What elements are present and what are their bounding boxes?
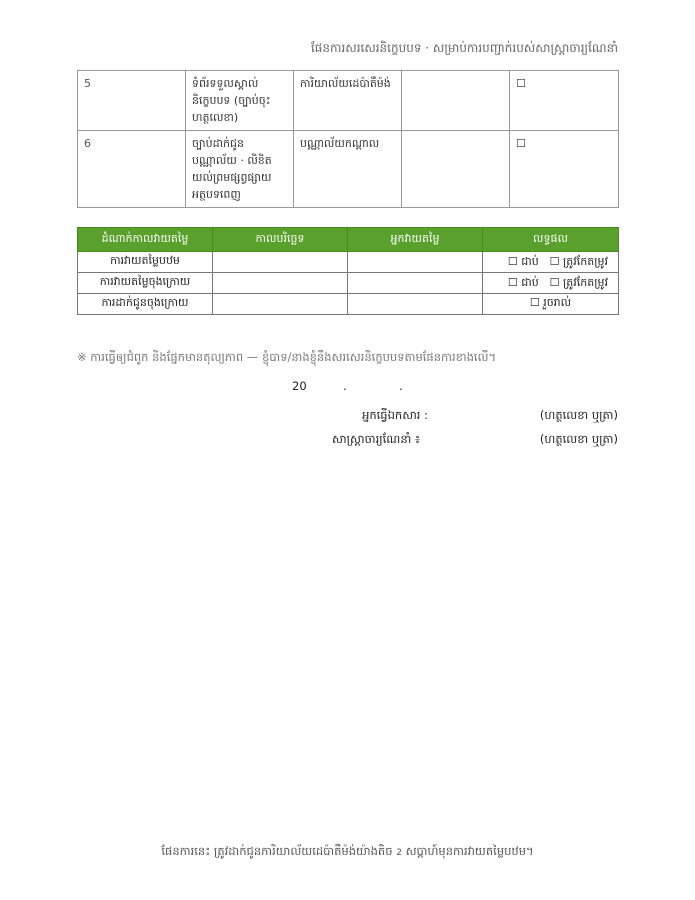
- table-row: [78, 131, 619, 208]
- row-date[interactable]: [402, 71, 510, 131]
- row-number: 6: [78, 131, 186, 208]
- review-date[interactable]: [213, 273, 348, 294]
- date-separator: .: [343, 379, 347, 393]
- column-header-stage: ដំណាក់កាលវាយតម្លៃ: [78, 228, 213, 252]
- row-place: ការិយាល័យដេប៉ាតឺម៉ង់: [294, 71, 402, 131]
- page-footer: [0, 844, 695, 861]
- review-result[interactable]: ☐ ជាប់ ☐ ត្រូវកែតម្រូវ: [483, 252, 619, 273]
- author-signature-label: អ្នកធ្វើឯកសារ :: [362, 408, 428, 422]
- table-row: [78, 294, 619, 315]
- row-number: 5: [78, 71, 186, 131]
- column-header-result: លទ្ធផល: [483, 228, 619, 252]
- review-table: [77, 227, 619, 315]
- row-date[interactable]: [402, 131, 510, 208]
- plan-table: [77, 70, 619, 208]
- review-reviewer[interactable]: [348, 294, 483, 315]
- column-header-reviewer: អ្នកវាយតម្លៃ: [348, 228, 483, 252]
- date-separator: .: [399, 379, 403, 393]
- balance-note: ※ ការធ្វើឲ្យជំពូក និងផ្នែកមានតុល្យភាព — ខ្ញុំបាទ/នាងខ្ញុំនឹងសរសេរនិក្ខេបបទតាមផែនការខាងលើ។: [77, 350, 497, 364]
- footer-text: សប្ដាហ៍មុនការវាយតម្លៃបឋម។: [405, 844, 534, 858]
- page-number: 2: [396, 848, 402, 858]
- review-stage: ការវាយតម្លៃចុងក្រោយ: [78, 273, 213, 294]
- row-item: ទំព័រទទួលស្គាល់និក្ខេបបទ (ច្បាប់ចុះហត្ថលេខា): [186, 71, 294, 131]
- review-date[interactable]: [213, 294, 348, 315]
- column-header-date: កាលបរិច្ឆេទ: [213, 228, 348, 252]
- review-header-row: [78, 228, 619, 252]
- table-row: [78, 71, 619, 131]
- advisor-signature-field[interactable]: (ហត្ថលេខា ឬត្រា): [539, 432, 618, 446]
- author-signature-field[interactable]: (ហត្ថលេខា ឬត្រា): [539, 408, 618, 422]
- review-stage: ការដាក់ជូនចុងក្រោយ: [78, 294, 213, 315]
- advisor-signature-label: សាស្ត្រាចារ្យណែនាំ ៖: [332, 432, 420, 446]
- row-place: បណ្ណាល័យកណ្ដាល: [294, 131, 402, 208]
- review-date[interactable]: [213, 252, 348, 273]
- review-result[interactable]: ☐ ជាប់ ☐ ត្រូវកែតម្រូវ: [483, 273, 619, 294]
- footer-text: ផែនការនេះ ត្រូវដាក់ជូនការិយាល័យដេប៉ាតឺម៉ង់យ៉ាងតិច: [161, 844, 393, 858]
- review-reviewer[interactable]: [348, 252, 483, 273]
- row-checkbox[interactable]: ☐: [510, 71, 619, 131]
- review-result[interactable]: ☐ រួចរាល់: [483, 294, 619, 315]
- page-header: ផែនការសរសេរនិក្ខេបបទ · សម្រាប់ការបញ្ជាក់របស់សាស្ត្រាចារ្យណែនាំ: [311, 41, 618, 55]
- review-reviewer[interactable]: [348, 273, 483, 294]
- date-year[interactable]: 20: [292, 379, 307, 393]
- table-row: [78, 273, 619, 294]
- review-stage: ការវាយតម្លៃបឋម: [78, 252, 213, 273]
- row-item: ច្បាប់ដាក់ជូនបណ្ណាល័យ · លិខិតយល់ព្រមផ្សព្វផ្សាយអត្ថបទពេញ: [186, 131, 294, 208]
- table-row: [78, 252, 619, 273]
- row-checkbox[interactable]: ☐: [510, 131, 619, 208]
